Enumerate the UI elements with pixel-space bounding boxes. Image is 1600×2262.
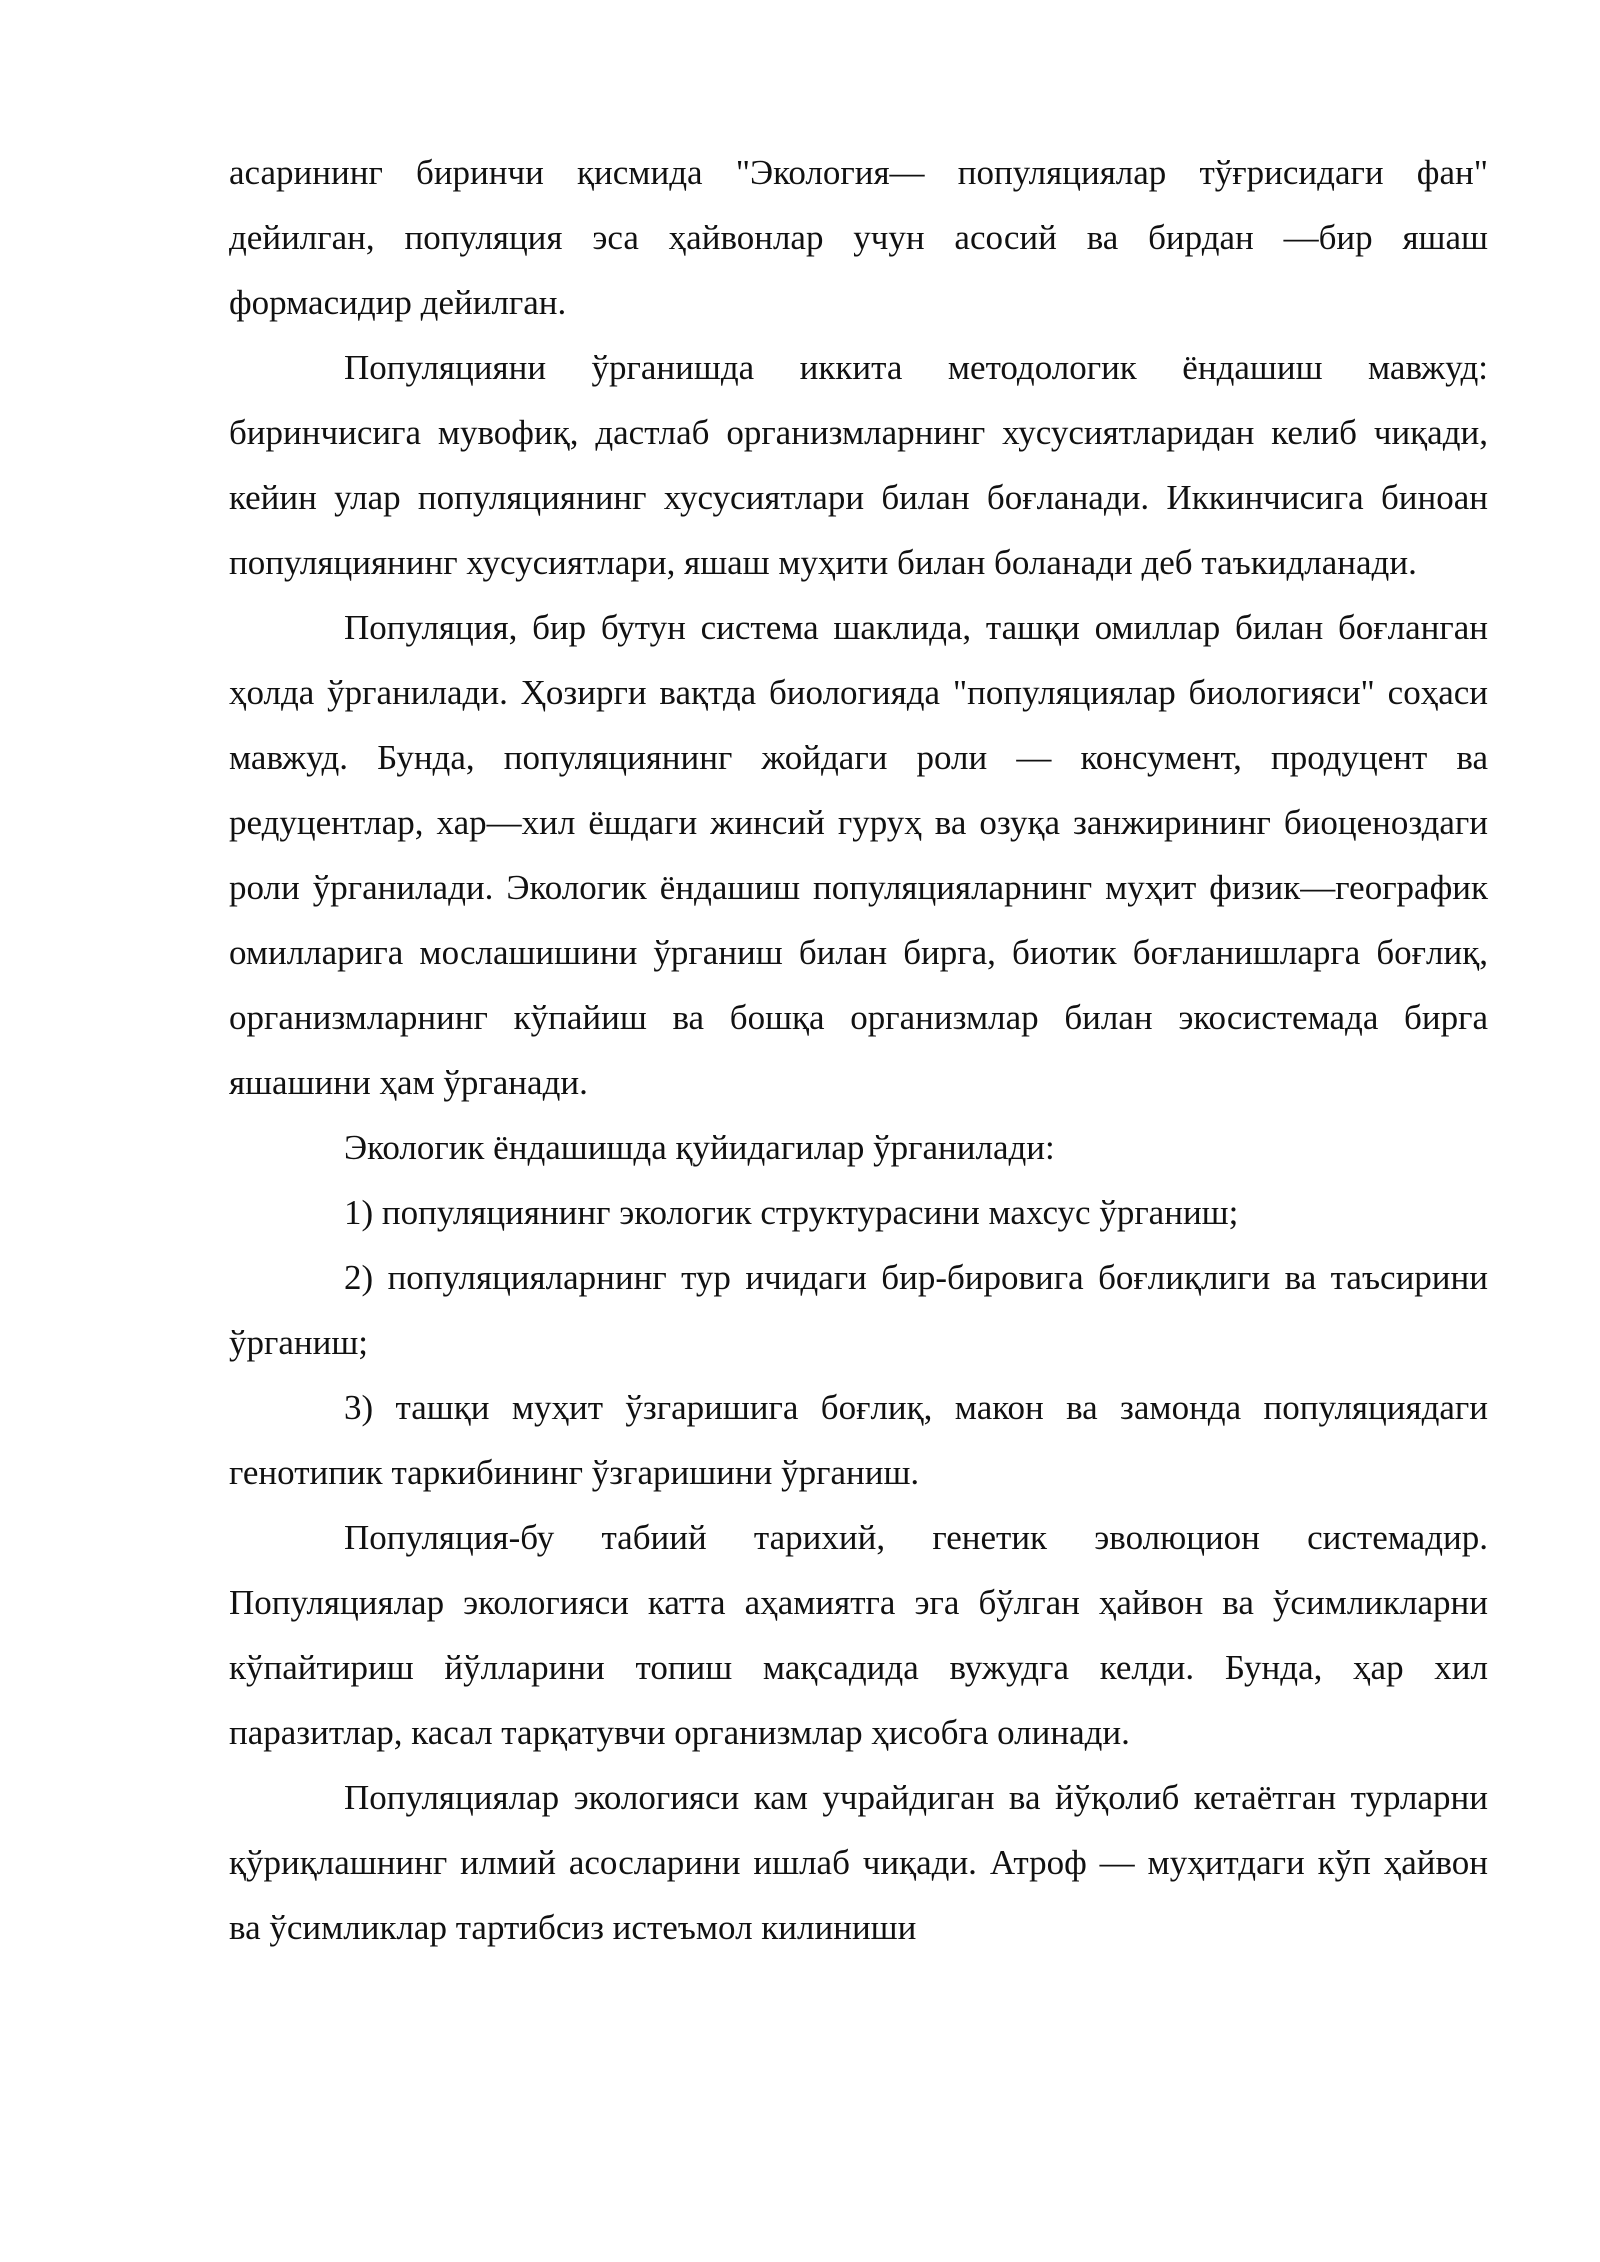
paragraph-population-system: Популяция, бир бутун система шаклида, ташқи омиллар билан боғланган ҳолда ўрганилади. Ҳозирги вақтда биологияда "популяциялар биологияси" соҳаси мавжуд. Бунда, популяциянинг жойдаги роли — консумент, продуцент ва редуцентлар, хар—хил ёшдаги жинсий гуруҳ ва озуқа занжирининг биоценоздаги роли ўрганилади. Экологик ёндашиш популяцияларнинг муҳит физик—географик омилларига мослашишини ўрганиш билан бирга, биотик боғланишларга боғлиқ, организмларнинг кўпайиш ва бошқа организмлар билан экосистемада бирга яшашини ҳам ўрганади. bbox=[229, 608, 1488, 1102]
paragraph-methodology: Популяцияни ўрганишда иккита методологик ёндашиш мавжуд: биринчисига мувофиқ, дастлаб организмларнинг хусусиятларидан келиб чиқади, кейин улар популяциянинг хусусиятлари билан боғланади. Иккинчисига биноан популяциянинг хусусиятлари, яшаш муҳити билан боланади деб таъкидланади. bbox=[229, 348, 1488, 582]
list-item-1: 1) популяциянинг экологик структурасини махсус ўрганиш; bbox=[344, 1193, 1239, 1232]
list-item-2: 2) популяцияларнинг тур ичидаги бир-бировига боғлиқлиги ва таъсирини ўрганиш; bbox=[229, 1258, 1488, 1362]
paragraph-conservation: Популяциялар экологияси кам учрайдиган ва йўқолиб кетаётган турларни қўриқлашнинг илмий асосларини ишлаб чиқади. Атроф — муҳитдаги кўп ҳайвон ва ўсимликлар тартибсиз истеъмол килиниши bbox=[229, 1778, 1488, 1947]
list-item-3: 3) ташқи муҳит ўзгаришига боғлиқ, макон ва замонда популяциядаги генотипик таркибининг ўзгаришини ўрганиш. bbox=[229, 1388, 1488, 1492]
paragraph-continuation: асарининг биринчи қисмида "Экология— популяциялар тўғрисидаги фан" дейилган, популяция эса ҳайвонлар учун асосий ва бирдан —бир яшаш формасидир дейилган. bbox=[229, 153, 1488, 322]
document-body bbox=[229, 140, 1488, 1960]
paragraph-list-intro: Экологик ёндашишда қуйидагилар ўрганилади: bbox=[344, 1128, 1055, 1167]
paragraph-population-definition: Популяция-бу табиий тарихий, генетик эволюцион системадир. Популяциялар экологияси катта аҳамиятга эга бўлган ҳайвон ва ўсимликларни кўпайтириш йўлларини топиш мақсадида вужудга келди. Бунда, ҳар хил паразитлар, касал тарқатувчи организмлар ҳисобга олинади. bbox=[229, 1518, 1488, 1752]
